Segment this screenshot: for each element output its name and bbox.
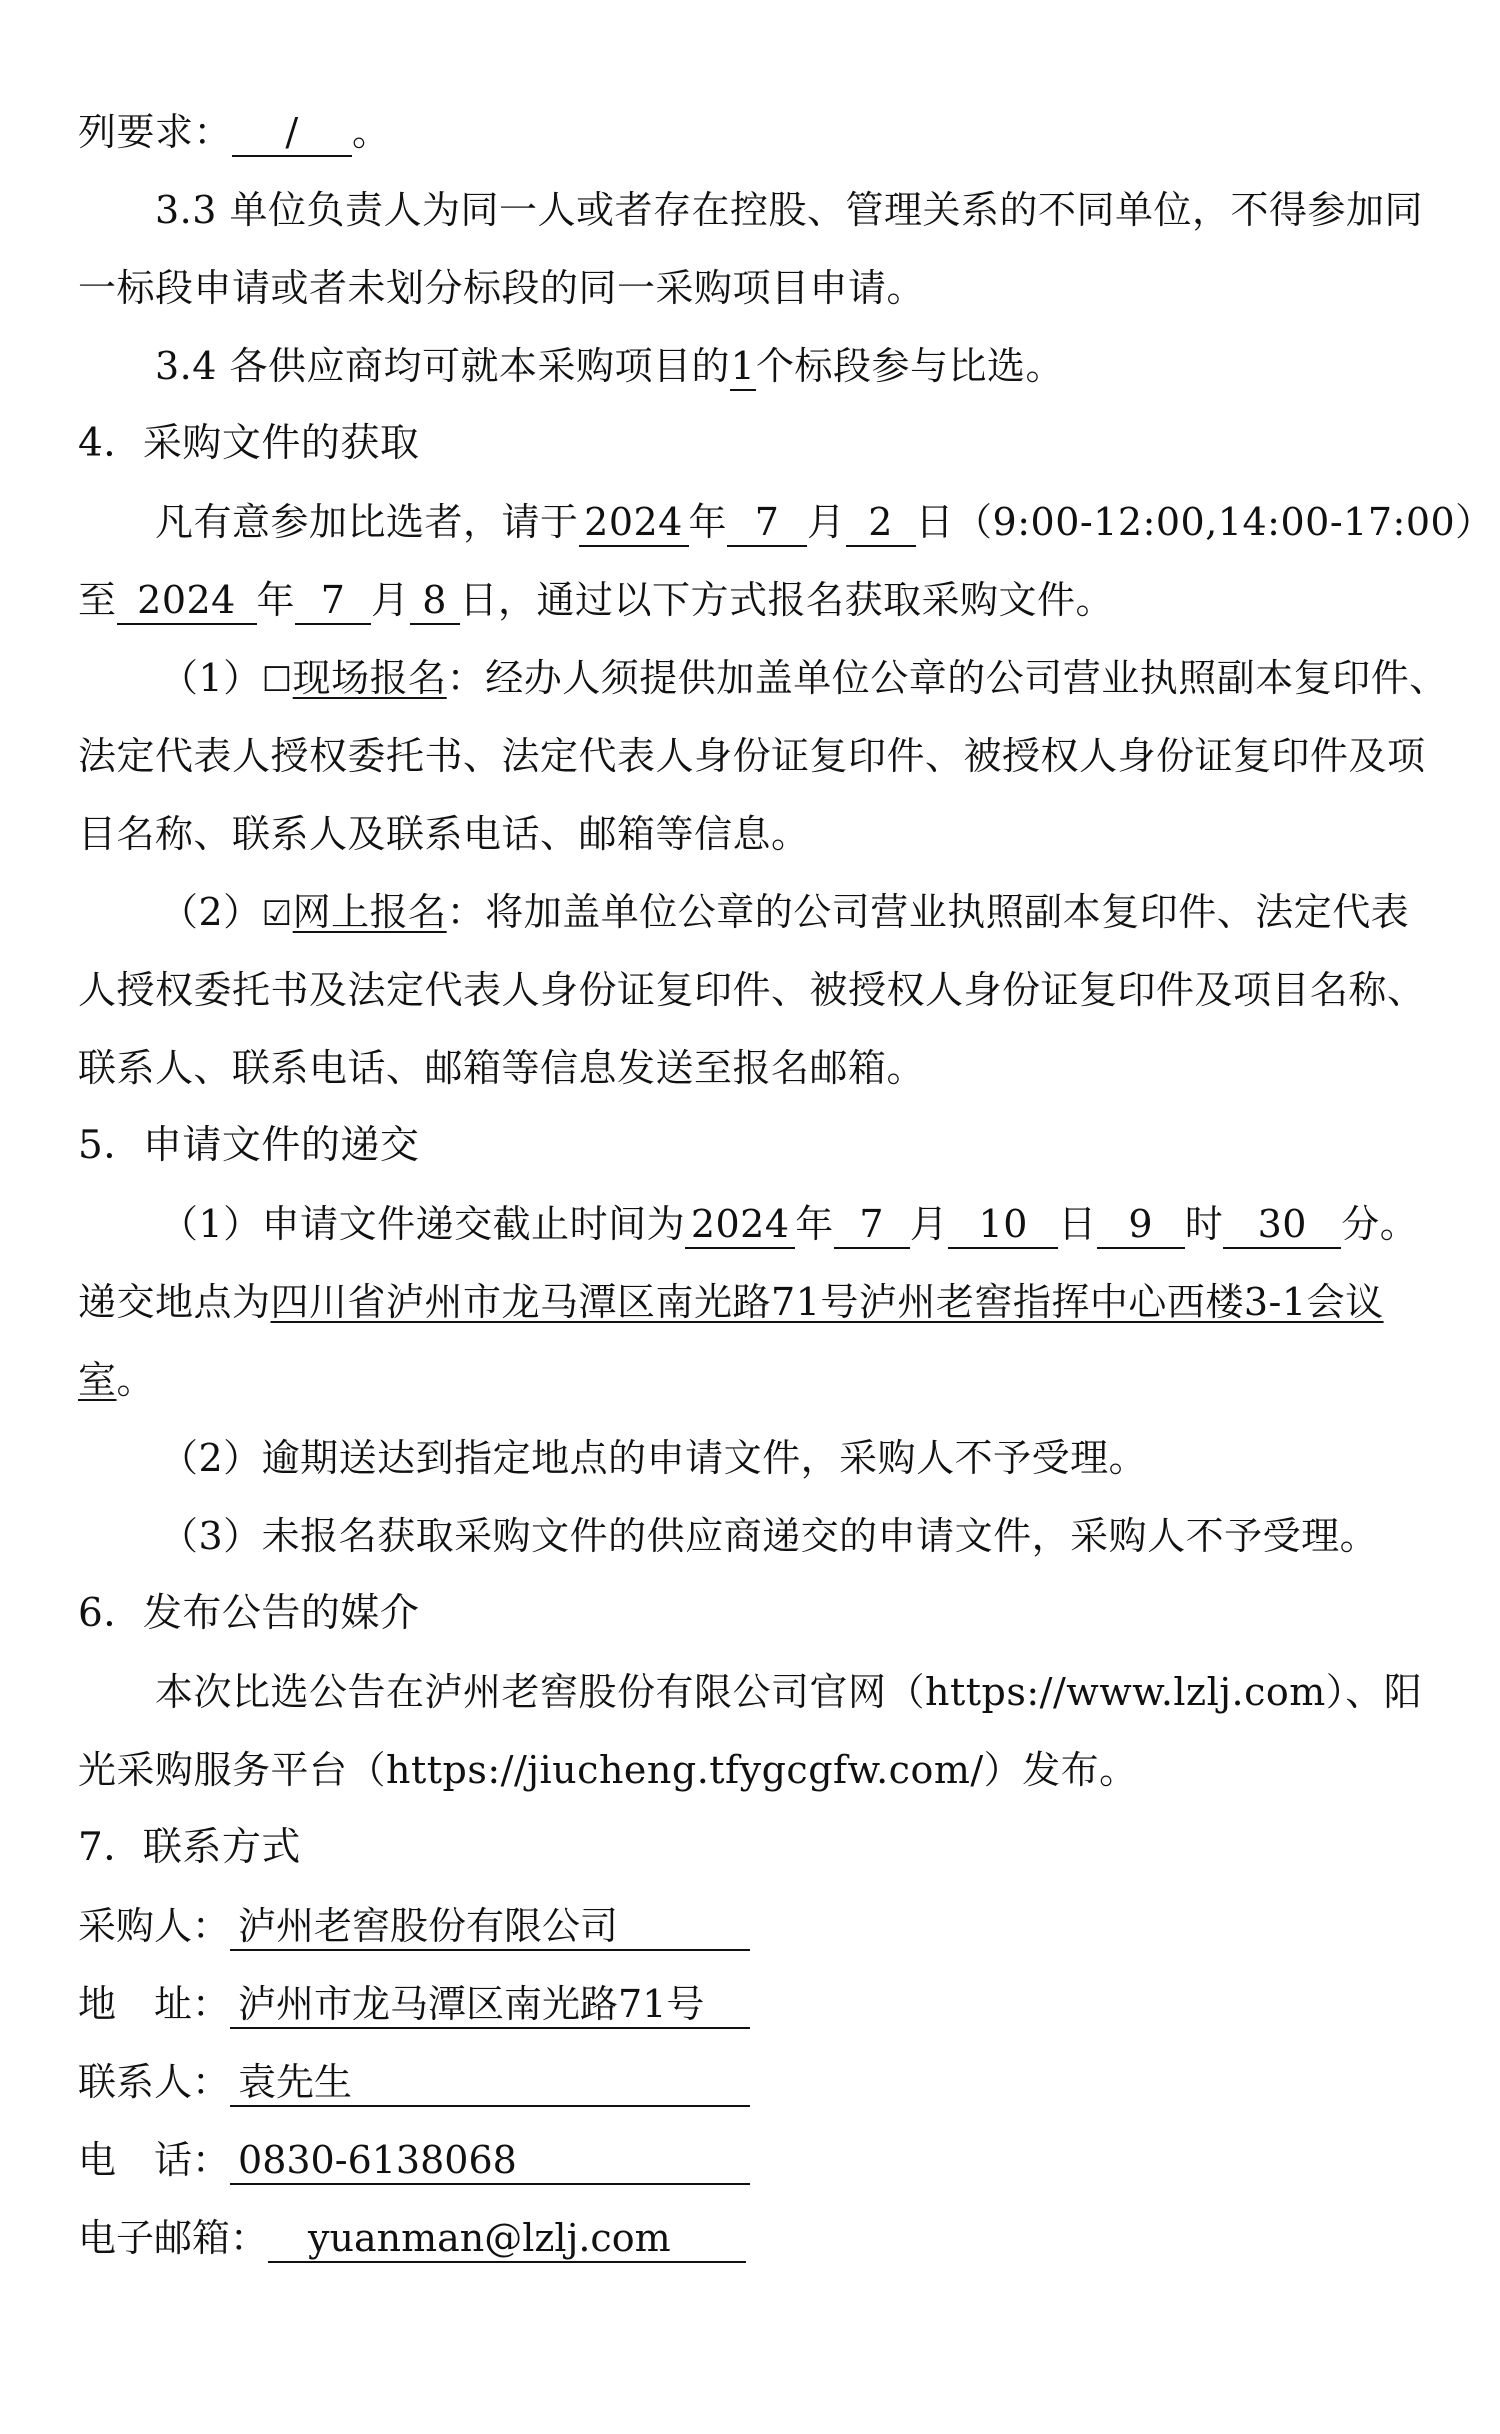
text-line: 凡有意参加比选者，请于 2024 年 7 月 2 日（9:00-12:00,14:00-17:00） [155,482,1495,562]
text-line: （2）☑网上报名：将加盖单位公章的公司营业执照副本复印件、法定代表 [160,890,1410,934]
text-line: （2）逾期送达到指定地点的申请文件，采购人不予受理。 [160,1436,1148,1480]
section-heading-6: 6．发布公告的媒介 [78,1591,420,1636]
text-line: 目名称、联系人及联系电话、邮箱等信息。 [78,812,810,856]
checkbox-empty-icon: ☐ [261,660,293,700]
contact-email: 电子邮箱： yuanman@lzlj.com [78,2198,746,2278]
text-line: 法定代表人授权委托书、法定代表人身份证复印件、被授权人身份证复印件及项 [78,734,1426,778]
text-line: 光采购服务平台（https://jiucheng.tfygcgfw.com/）发布。 [78,1748,1138,1792]
text-line: 一标段申请或者未划分标段的同一采购项目申请。 [78,266,926,310]
text-line: 递交地点为四川省泸州市龙马潭区南光路71号泸州老窖指挥中心西楼3-1会议 [78,1280,1384,1324]
contact-person: 联系人： 袁先生 [78,2042,750,2122]
text-line: 本次比选公告在泸州老窖股份有限公司官网（https://www.lzlj.com）、阳 [155,1670,1423,1714]
text-line: 人授权委托书及法定代表人身份证复印件、被授权人身份证复印件及项目名称、 [78,968,1426,1012]
section-heading-5: 5．申请文件的递交 [78,1123,420,1168]
section-heading-4: 4．采购文件的获取 [78,421,420,466]
clause-3-4: 3.4 各供应商均可就本采购项目的1个标段参与比选。 [155,326,1495,406]
contact-buyer: 采购人： 泸州老窖股份有限公司 [78,1886,750,1966]
section-heading-7: 7．联系方式 [78,1825,301,1870]
text-line: 联系人、联系电话、邮箱等信息发送至报名邮箱。 [78,1046,926,1090]
text-line: （1）申请文件递交截止时间为 2024 年 7 月 10 日 9 时 30 分。 [160,1184,1500,1264]
text-line: （1）☐现场报名：经办人须提供加盖单位公章的公司营业执照副本复印件、 [160,656,1448,700]
text-line: 列要求： / 。 [78,92,1418,172]
text-line: 至 2024 年 7 月 8 日，通过以下方式报名获取采购文件。 [78,560,1418,640]
blank-field: / [232,109,352,157]
contact-address: 地 址： 泸州市龙马潭区南光路71号 [78,1964,750,2044]
contact-phone: 电 话： 0830-6138068 [78,2120,750,2200]
checkbox-checked-icon: ☑ [261,894,293,934]
text-line: （3）未报名获取采购文件的供应商递交的申请文件，采购人不予受理。 [160,1514,1379,1558]
clause-3-3: 3.3 单位负责人为同一人或者存在控股、管理关系的不同单位，不得参加同 [155,188,1424,232]
text-line: 室。 [78,1358,156,1402]
